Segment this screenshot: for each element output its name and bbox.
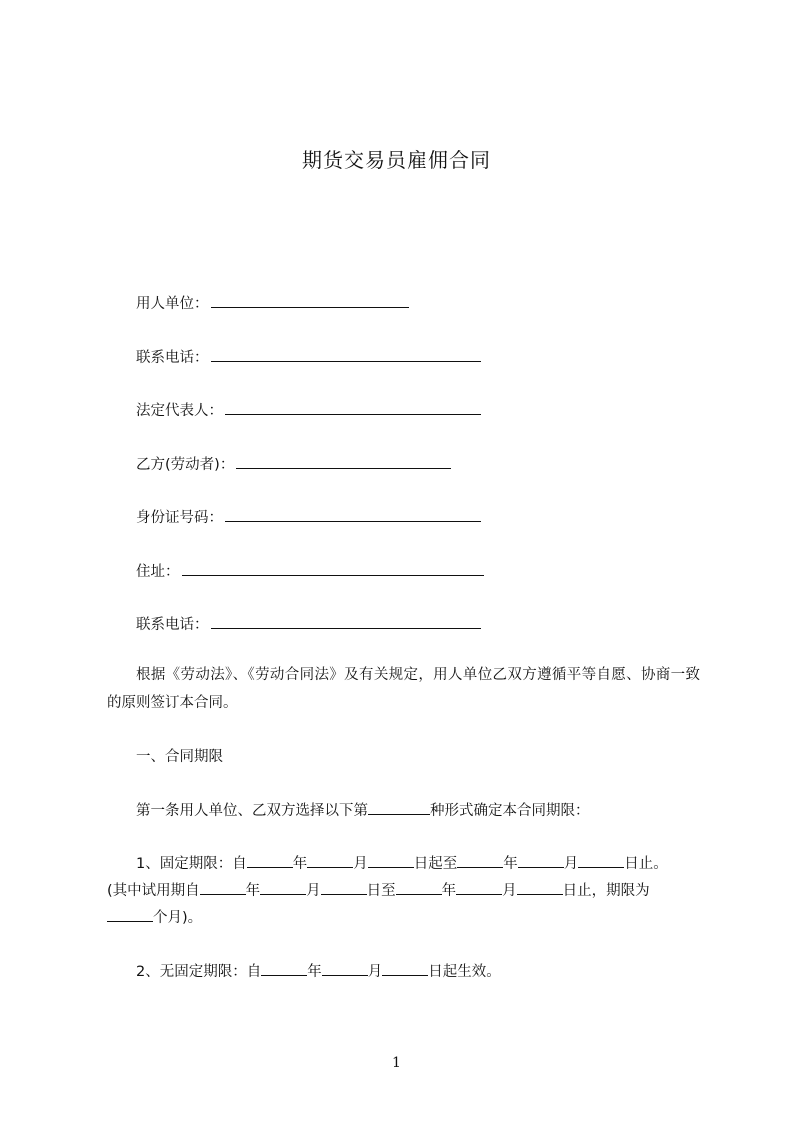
blank-line[interactable] [211,349,481,362]
page-number: 1 [392,1055,401,1071]
section-heading: 一、合同期限 [136,749,223,765]
item-1-line-1 [136,852,668,873]
field-label: 用人单位： [136,296,209,312]
blank-line[interactable] [247,855,293,868]
item-text: 月 [306,883,321,899]
item-text: 日止，期限为 [562,883,650,899]
blank-line[interactable] [225,509,481,522]
intro-paragraph: 根据《劳动法》、《劳动合同法》及有关规定，用人单位乙双方遵循平等自愿、协商一致的原则签订本合同。 [107,667,700,711]
item-text: 年 [441,883,457,899]
item-text: 日至 [366,883,396,899]
item-2 [136,960,501,981]
item-text: 日起至 [413,856,458,872]
field-label: 联系电话： [136,617,209,633]
blank-line[interactable] [307,855,353,868]
blank-line[interactable] [236,456,451,469]
item-text: 个月)。 [153,910,203,926]
field-employee-phone [136,613,481,634]
blank-line[interactable] [225,402,481,415]
item-text: 月 [502,883,517,899]
item-1-line-3 [107,906,202,927]
blank-line[interactable] [382,963,428,976]
document-title: 期货交易员雇佣合同 [302,148,491,172]
item-text: 日止。 [624,856,668,872]
item-text: 年 [307,964,322,980]
blank-line[interactable] [211,295,409,308]
field-legal-rep [136,399,481,420]
item-text: 年 [292,856,308,872]
field-label: 乙方(劳动者)： [136,457,235,473]
item-text: 月 [563,856,579,872]
blank-line[interactable] [200,882,246,895]
blank-line[interactable] [518,855,564,868]
article-text: 第一条用人单位、乙双方选择以下第 [136,803,368,819]
blank-line[interactable] [260,882,306,895]
item-text: (其中试用期自 [107,883,200,899]
field-label: 法定代表人： [136,403,223,419]
field-label: 身份证号码： [136,510,223,526]
blank-line[interactable] [368,802,430,815]
blank-line[interactable] [107,909,153,922]
blank-line[interactable] [456,882,502,895]
blank-line[interactable] [578,855,624,868]
item-text: 年 [245,883,261,899]
item-text: 日起生效。 [428,964,501,980]
blank-line[interactable] [322,963,368,976]
field-employer [136,292,409,313]
blank-line[interactable] [396,882,442,895]
item-text: 年 [503,856,518,872]
blank-line[interactable] [321,882,367,895]
item-text: 月 [353,856,368,872]
blank-line[interactable] [517,882,563,895]
blank-line[interactable] [211,616,481,629]
field-employee [136,453,451,474]
field-employer-phone [136,346,481,367]
field-address [136,560,484,581]
field-label: 住址： [136,564,180,580]
item-text: 1、固定期限：自 [136,856,247,872]
article-text: 种形式确定本合同期限： [430,803,590,819]
field-label: 联系电话： [136,350,209,366]
field-id-number [136,506,481,527]
blank-line[interactable] [457,855,503,868]
article-1 [136,799,590,820]
blank-line[interactable] [368,855,414,868]
blank-line[interactable] [261,963,307,976]
item-text: 月 [367,964,383,980]
item-text: 2、无固定期限：自 [136,964,262,980]
blank-line[interactable] [182,563,484,576]
item-1-line-2 [107,879,650,900]
